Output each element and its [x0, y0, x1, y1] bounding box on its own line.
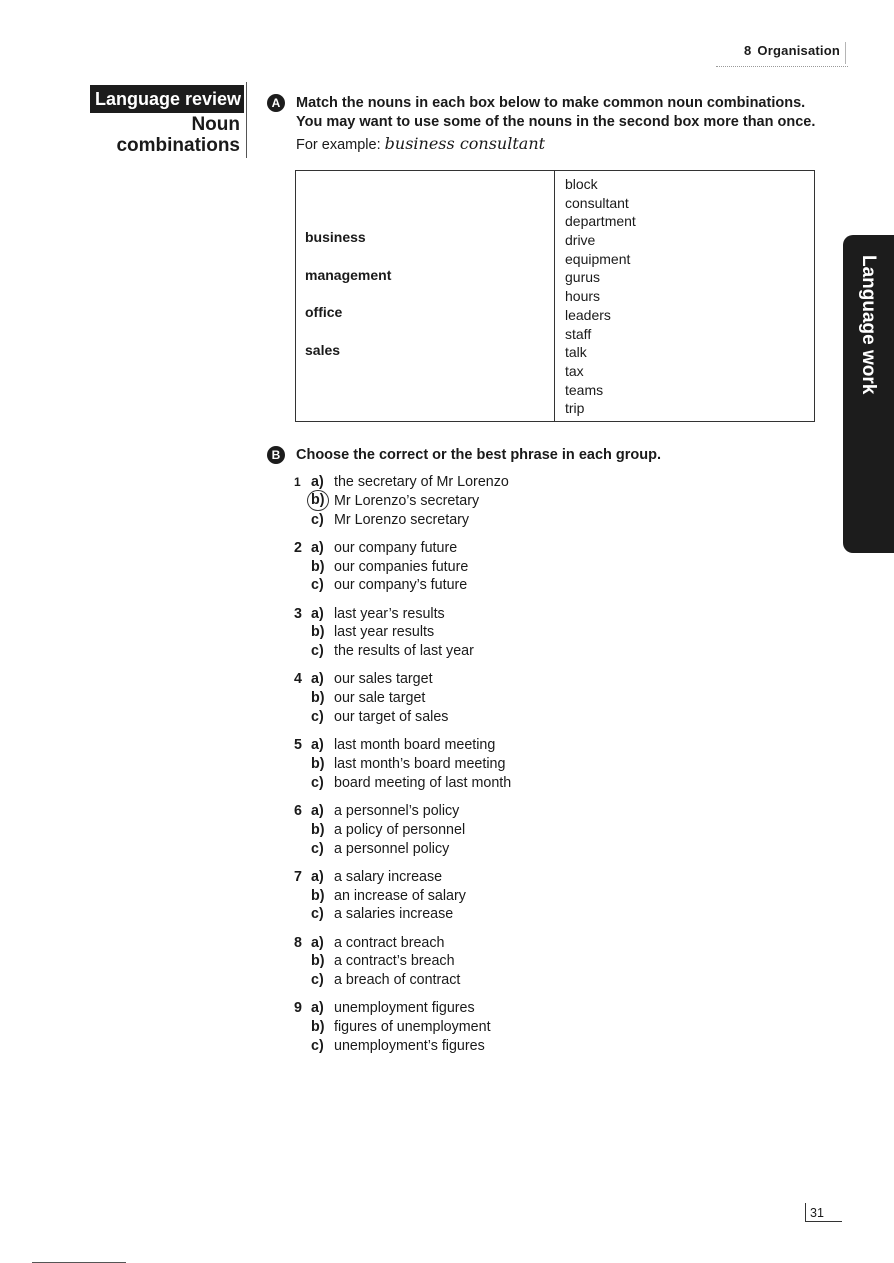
second-noun: staff — [565, 325, 592, 342]
section-a-badge: A — [267, 94, 285, 112]
topic-line-2: combinations — [116, 135, 240, 156]
side-tab-label: Language work — [858, 255, 879, 395]
option-text: our companies future — [334, 558, 469, 575]
question-number: 9 — [294, 1000, 302, 1017]
option-text: a salaries increase — [334, 906, 454, 923]
option-letter: c) — [311, 511, 324, 528]
option-letter: b) — [311, 755, 325, 772]
page-number: 31 — [810, 1206, 824, 1220]
question-number: 8 — [294, 934, 302, 951]
option-letter: a) — [311, 737, 324, 754]
language-review-box: Language review — [90, 85, 244, 113]
second-noun: department — [565, 213, 636, 230]
question-number: 7 — [294, 868, 302, 885]
option-letter: a) — [311, 605, 324, 622]
option-letter: b) — [311, 887, 325, 904]
example-label: For example: — [296, 137, 381, 153]
option-letter: b) — [311, 558, 325, 575]
first-noun: business — [305, 229, 366, 245]
option-text: figures of unemployment — [334, 1019, 491, 1036]
option-text: unemployment figures — [334, 1000, 475, 1017]
option-letter: b) — [311, 624, 325, 641]
second-noun: drive — [565, 232, 596, 249]
option-text: a contract’s breach — [334, 953, 455, 970]
section-b-badge: B — [267, 446, 285, 464]
option-letter: c) — [311, 972, 324, 989]
section-a-instruction: Match the nouns in each box below to make common noun combinations. You may want to use some of the nouns in the second box more than once. — [296, 95, 816, 130]
section-a-example — [296, 134, 545, 153]
option-text: our company’s future — [334, 577, 468, 594]
topic-heading — [90, 114, 240, 156]
topic-line-1: Noun — [191, 114, 240, 135]
second-noun: hours — [565, 288, 601, 305]
noun-match-box — [295, 170, 815, 422]
option-letter: c) — [311, 708, 324, 725]
running-head — [716, 43, 840, 58]
second-noun: talk — [565, 344, 587, 361]
option-letter: a) — [311, 671, 324, 688]
question-number: 3 — [294, 605, 302, 622]
option-letter: c) — [311, 577, 324, 594]
second-noun: block — [565, 176, 598, 192]
option-text: a contract breach — [334, 934, 445, 951]
question-number: 2 — [294, 539, 302, 556]
option-text: last year’s results — [334, 605, 445, 622]
option-text: an increase of salary — [334, 887, 466, 904]
option-text: our sales target — [334, 671, 433, 688]
match-box-divider — [554, 171, 555, 421]
option-letter: a) — [311, 474, 324, 490]
second-noun: teams — [565, 381, 604, 398]
option-letter: b) — [311, 1019, 325, 1036]
question-number: 5 — [294, 737, 302, 754]
second-noun: gurus — [565, 269, 601, 286]
option-letter: c) — [311, 840, 324, 857]
option-text: last year results — [334, 624, 435, 641]
option-text: the secretary of Mr Lorenzo — [334, 474, 509, 490]
first-noun: office — [305, 304, 343, 320]
chapter-title: Organisation — [757, 43, 840, 58]
question-number: 4 — [294, 671, 302, 688]
chapter-number: 8 — [743, 43, 752, 58]
option-letter: a) — [311, 802, 324, 819]
side-tab — [843, 235, 894, 553]
option-text: board meeting of last month — [334, 774, 512, 791]
option-text: last month’s board meeting — [334, 755, 506, 772]
option-text: a personnel’s policy — [334, 802, 460, 819]
header-bracket — [845, 42, 849, 64]
option-text: Mr Lorenzo secretary — [334, 511, 470, 528]
second-noun: trip — [565, 400, 585, 417]
option-letter: a) — [311, 1000, 324, 1017]
sidebar-rule — [246, 82, 247, 158]
question-number: 6 — [294, 802, 302, 819]
option-letter: a) — [311, 868, 324, 885]
second-noun: equipment — [565, 250, 631, 267]
second-noun: consultant — [565, 194, 629, 211]
option-text: last month board meeting — [334, 737, 496, 754]
example-phrase: business consultant — [384, 134, 546, 153]
second-noun: leaders — [565, 306, 611, 323]
option-letter: c) — [311, 643, 324, 660]
option-text: unemployment’s figures — [334, 1037, 485, 1054]
option-text: a breach of contract — [334, 972, 461, 989]
option-text: Mr Lorenzo’s secretary — [334, 492, 480, 509]
first-nouns-list — [305, 229, 391, 379]
option-text: our sale target — [334, 690, 426, 707]
first-noun: sales — [305, 341, 341, 358]
option-letter: b) — [311, 953, 325, 970]
option-letter: c) — [311, 1037, 324, 1054]
option-text: our company future — [334, 539, 458, 556]
option-letter: b) — [311, 690, 325, 707]
option-letter: c) — [311, 906, 324, 923]
section-b-instruction: Choose the correct or the best phrase in each group. — [296, 447, 661, 463]
option-letter: a) — [311, 934, 324, 951]
second-nouns-list — [565, 175, 636, 418]
option-text: our target of sales — [334, 708, 449, 725]
header-rule — [716, 66, 848, 67]
second-noun: tax — [565, 362, 584, 379]
option-text: the results of last year — [334, 643, 474, 660]
option-text: a salary increase — [334, 868, 443, 885]
first-noun: management — [305, 266, 392, 283]
option-letter: b) — [311, 821, 325, 838]
option-letter: c) — [311, 774, 324, 791]
option-letter: a) — [311, 539, 324, 556]
option-text: a personnel policy — [334, 840, 450, 857]
option-text: a policy of personnel — [334, 821, 466, 838]
circled-option-letter: b) — [307, 490, 329, 511]
question-number: 1 — [294, 475, 301, 489]
